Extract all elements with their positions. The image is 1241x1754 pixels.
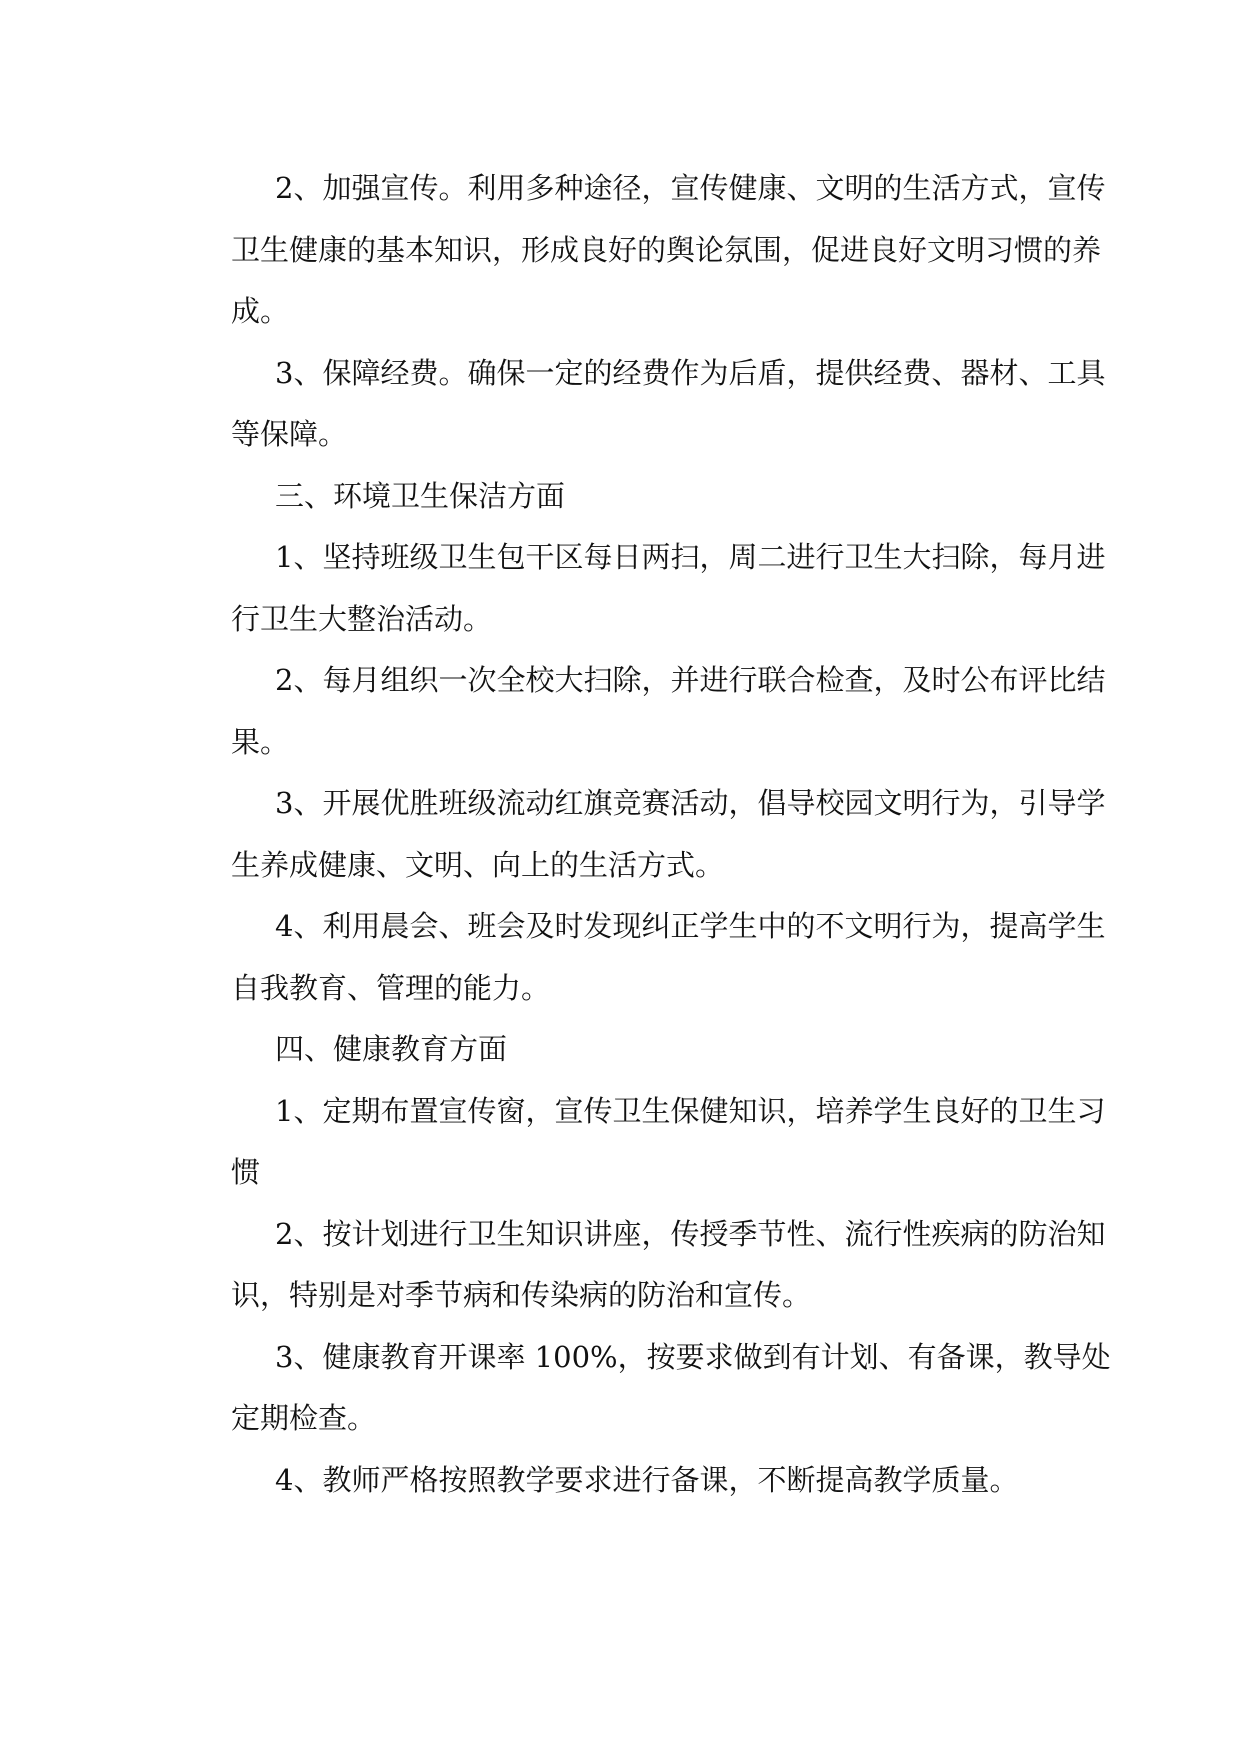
section-heading-health-education <box>187 1019 1067 1081</box>
heading-line: 三、环境卫生保洁方面 <box>275 478 566 513</box>
paragraph-line: 自我教育、管理的能力。 <box>231 970 551 1005</box>
paragraph-line: 惯 <box>231 1155 261 1189</box>
paragraph-line: 1、定期布置宣传窗，宣传卫生保健知识，培养学生良好的卫生习 <box>275 1093 1106 1128</box>
heading-line: 四、健康教育方面 <box>275 1032 508 1066</box>
paragraph-funding <box>187 343 1106 466</box>
paragraph-line: 等保障。 <box>231 417 348 451</box>
paragraph-line: 果。 <box>231 724 290 759</box>
paragraph-teacher-preparation <box>187 1450 1067 1512</box>
paragraph-line: 1、坚持班级卫生包干区每日两扫，周二进行卫生大扫除，每月进 <box>275 540 1106 574</box>
paragraph-line: 识，特别是对季节病和传染病的防治和宣传。 <box>231 1278 812 1312</box>
paragraph-lectures <box>187 1204 1106 1327</box>
paragraph-line: 卫生健康的基本知识，形成良好的舆论氛围，促进良好文明习惯的养 <box>231 232 1102 267</box>
paragraph-morning-meeting <box>187 896 1106 1019</box>
paragraph-bulletin-window <box>187 1081 1106 1204</box>
paragraph-publicity <box>187 158 1106 343</box>
paragraph-line: 3、保障经费。确保一定的经费作为后盾，提供经费、器材、工具 <box>275 355 1106 390</box>
paragraph-line: 4、利用晨会、班会及时发现纠正学生中的不文明行为，提高学生 <box>275 909 1106 943</box>
paragraph-line: 4、教师严格按照教学要求进行备课，不断提高教学质量。 <box>275 1462 1019 1497</box>
paragraph-line: 2、加强宣传。利用多种途径，宣传健康、文明的生活方式，宣传 <box>275 171 1106 205</box>
paragraph-line: 生养成健康、文明、向上的生活方式。 <box>231 847 725 882</box>
paragraph-line: 2、按计划进行卫生知识讲座，传授季节性、流行性疾病的防治知 <box>275 1216 1106 1251</box>
paragraph-line: 行卫生大整治活动。 <box>231 601 493 636</box>
paragraph-line: 定期检查。 <box>231 1401 377 1435</box>
paragraph-course-rate <box>187 1327 1111 1450</box>
paragraph-school-cleaning <box>187 650 1106 773</box>
section-heading-environment <box>187 466 1067 528</box>
paragraph-line: 3、开展优胜班级流动红旗竞赛活动，倡导校园文明行为，引导学 <box>275 786 1106 820</box>
paragraph-red-flag-contest <box>187 773 1106 896</box>
paragraph-line: 成。 <box>231 294 290 328</box>
paragraph-line: 3、健康教育开课率 100%，按要求做到有计划、有备课，教导处 <box>275 1339 1111 1374</box>
paragraph-class-cleaning <box>187 527 1106 650</box>
document-body <box>187 158 1111 1511</box>
paragraph-line: 2、每月组织一次全校大扫除，并进行联合检查，及时公布评比结 <box>275 663 1106 697</box>
